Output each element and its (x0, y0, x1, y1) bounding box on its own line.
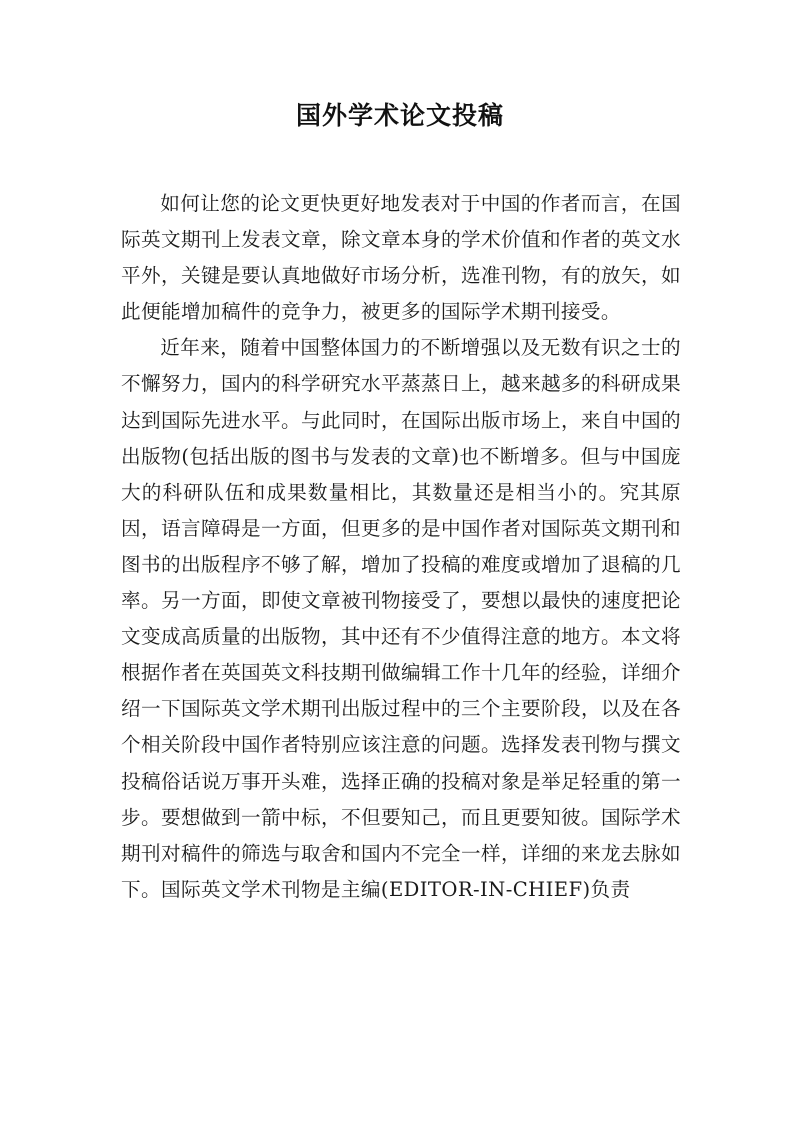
paragraph-intro: 如何让您的论文更快更好地发表对于中国的作者而言，在国际英文期刊上发表文章，除文章本身的学术价值和作者的英文水平外，关键是要认真地做好市场分析，选准刊物，有的放矢，如此便能增加稿件的竞争力，被更多的国际学术期刊接受。 (121, 192, 681, 324)
paragraph-main: 近年来，随着中国整体国力的不断增强以及无数有识之士的不懈努力，国内的科学研究水平蒸蒸日上，越来越多的科研成果达到国际先进水平。与此同时，在国际出版市场上，来自中国的出版物(包括出版的图书与发表的文章)也不断增多。但与中国庞大的科研队伍和成果数量相比，其数量还是相当小的。究其原因，语言障碍是一方面，但更多的是中国作者对国际英文期刊和图书的出版程序不够了解，增加了投稿的难度或增加了退稿的几率。另一方面，即使文章被刊物接受了，要想以最快的速度把论文变成高质量的出版物，其中还有不少值得注意的地方。本文将根据作者在英国英文科技期刊做编辑工作十几年的经验，详细介绍一下国际英文学术期刊出版过程中的三个主要阶段，以及在各个相关阶段中国作者特别应该注意的问题。选择发表刊物与撰文投稿俗话说万事开头难，选择正确的投稿对象是举足轻重的第一步。要想做到一箭中标，不但要知己，而且更要知彼。国际学术期刊对稿件的筛选与取舍和国内不完全一样，详细的来龙去脉如下。国际英文学术刊物是主编(EDITOR-IN-CHIEF)负责 (121, 336, 681, 901)
document-title: 国外学术论文投稿 (295, 101, 504, 130)
document-body (121, 186, 681, 908)
